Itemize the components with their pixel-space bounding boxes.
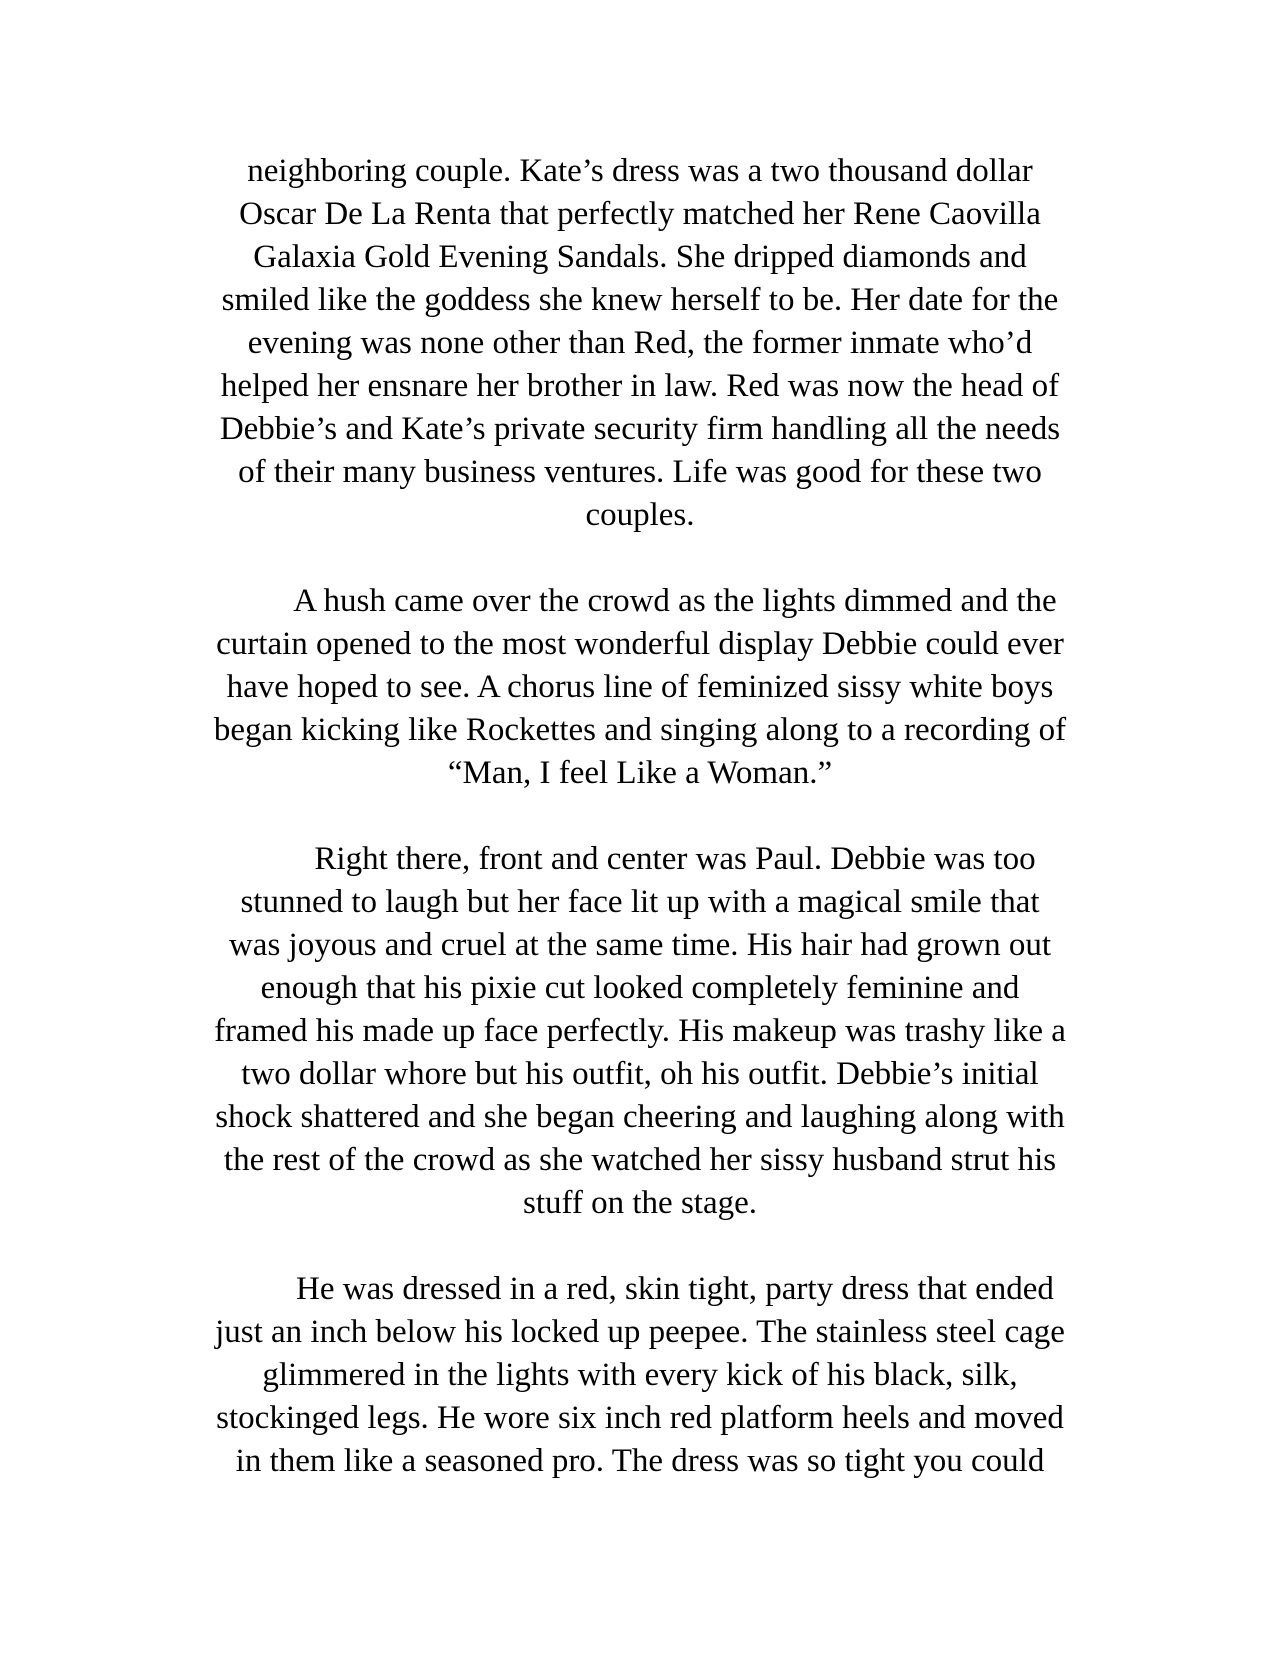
- text-line: couples.: [585, 497, 695, 533]
- text-line: Galaxia Gold Evening Sandals. She dripped diamonds and: [253, 239, 1027, 275]
- text-line: two dollar whore but his outfit, oh his outfit. Debbie’s initial: [241, 1056, 1039, 1092]
- text-line: stuff on the stage.: [522, 1185, 757, 1221]
- text-line: neighboring couple. Kate’s dress was a two thousand dollar: [247, 153, 1033, 189]
- text-line: helped her ensnare her brother in law. Red was now the head of: [220, 368, 1060, 404]
- paragraph-4: [150, 1268, 1130, 1483]
- text-line: framed his made up face perfectly. His makeup was trashy like a: [214, 1013, 1066, 1049]
- text-line: stunned to laugh but her face lit up with a magical smile that: [240, 884, 1040, 920]
- text-line: began kicking like Rockettes and singing along to a recording of: [213, 712, 1067, 748]
- paragraph-2: [150, 580, 1130, 795]
- text-line: just an inch below his locked up peepee. The stainless steel cage: [215, 1314, 1065, 1350]
- text-line: smiled like the goddess she knew herself to be. Her date for the: [221, 282, 1059, 318]
- text-line-indented: Right there, front and center was Paul. Debbie was too: [314, 841, 1036, 877]
- text-line: have hoped to see. A chorus line of feminized sissy white boys: [226, 669, 1054, 705]
- text-line: enough that his pixie cut looked completely feminine and: [260, 970, 1020, 1006]
- text-line-indented: He was dressed in a red, skin tight, party dress that ended: [296, 1271, 1054, 1307]
- paragraph-1: [150, 150, 1130, 537]
- text-line: was joyous and cruel at the same time. His hair had grown out: [228, 927, 1052, 963]
- text-line: Debbie’s and Kate’s private security firm handling all the needs: [219, 411, 1061, 447]
- text-line: the rest of the crowd as she watched her sissy husband strut his: [223, 1142, 1057, 1178]
- text-line: “Man, I feel Like a Woman.”: [447, 755, 833, 791]
- text-line: shock shattered and she began cheering and laughing along with: [215, 1099, 1065, 1135]
- paragraph-3: [150, 838, 1130, 1225]
- text-line: of their many business ventures. Life was good for these two: [238, 454, 1042, 490]
- text-line: evening was none other than Red, the former inmate who’d: [247, 325, 1033, 361]
- text-line: stockinged legs. He wore six inch red platform heels and moved: [216, 1400, 1064, 1436]
- text-line-indented: A hush came over the crowd as the lights dimmed and the: [293, 583, 1057, 619]
- text-line: Oscar De La Renta that perfectly matched her Rene Caovilla: [239, 196, 1041, 232]
- text-line: in them like a seasoned pro. The dress was so tight you could: [235, 1443, 1045, 1479]
- text-line: glimmered in the lights with every kick of his black, silk,: [262, 1357, 1018, 1393]
- text-line: curtain opened to the most wonderful display Debbie could ever: [216, 626, 1064, 662]
